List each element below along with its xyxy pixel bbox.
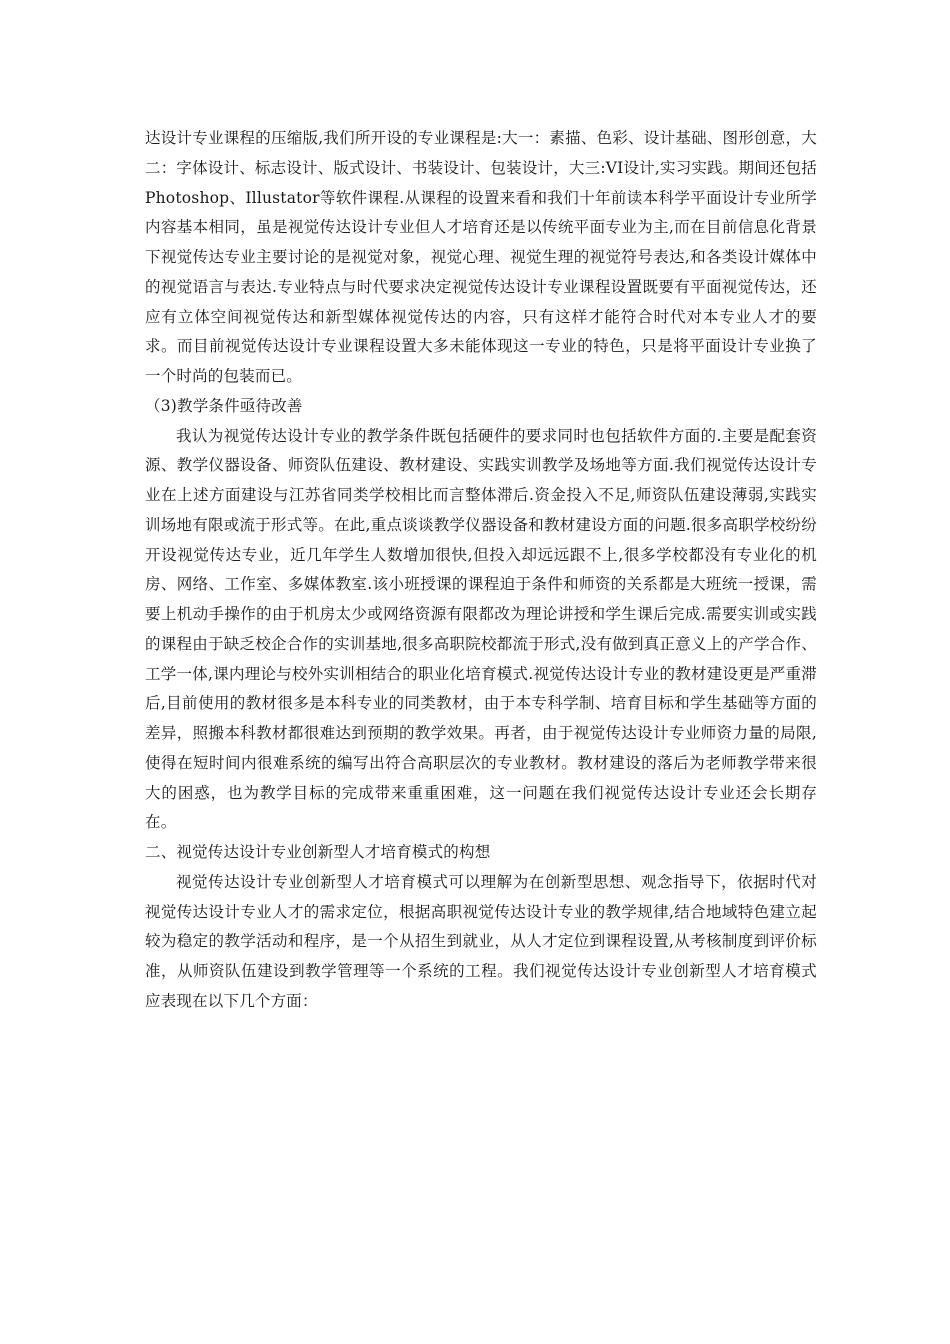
section-heading-innovation-model: 二、视觉传达设计专业创新型人才培育模式的构想 [145,843,491,861]
paragraph-innovation-model: 视觉传达设计专业创新型人才培育模式可以理解为在创新型思想、观念指导下，依据时代对视觉传达设计专业人才的需求定位，根据高职视觉传达设计专业的教学规律,结合地域特色建立起较为稳定的教学活动和程序，是一个从招生到就业，从人才定位到课程设置,从考核制度到评价标准，从师资队伍建设到教学管理等一个系统的工程。我们视觉传达设计专业创新型人才培育模式应表现在以下几个方面： [145,872,817,1010]
paragraph-course-setting: 达设计专业课程的压缩版,我们所开设的专业课程是:大一：素描、色彩、设计基础、图形创意，大二：字体设计、标志设计、版式设计、书装设计、包装设计，大三:VI设计,实习实践。期间还包括Photoshop、Illustator等软件课程.从课程的设置来看和我们十年前读本科学平面设计专业所学内容基本相同，虽是视觉传达设计专业但人才培育还是以传统平面专业为主,而在目前信息化背景下视觉传达专业主要讨论的是视觉对象，视觉心理、视觉生理的视觉符号表达,和各类设计媒体中的视觉语言与表达.专业特点与时代要求决定视觉传达设计专业课程设置既要有平面视觉传达，还应有立体空间视觉传达和新型媒体视觉传达的内容，只有这样才能符合时代对本专业人才的要求。而目前视觉传达设计专业课程设置大多未能体现这一专业的特色，只是将平面设计专业换了一个时尚的包装而已。 [145,129,817,385]
section-heading-teaching-conditions: （3)教学条件亟待改善 [145,396,303,415]
document-body [145,124,817,1017]
paragraph-teaching-conditions: 我认为视觉传达设计专业的教学条件既包括硬件的要求同时也包括软件方面的.主要是配套资源、教学仪器设备、师资队伍建设、教材建设、实践实训教学及场地等方面.我们视觉传达设计专业在上述方面建设与江苏省同类学校相比而言整体滞后.资金投入不足,师资队伍建设薄弱,实践实训场地有限或流于形式等。在此,重点谈谈教学仪器设备和教材建设方面的问题.很多高职学校纷纷开设视觉传达专业，近几年学生人数增加很快,但投入却远远跟不上,很多学校都没有专业化的机房、网络、工作室、多媒体教室.该小班授课的课程迫于条件和师资的关系都是大班统一授课，需要上机动手操作的由于机房太少或网络资源有限都改为理论讲授和学生课后完成.需要实训或实践的课程由于缺乏校企合作的实训基地,很多高职院校都流于形式,没有做到真正意义上的产学合作、工学一体,课内理论与校外实训相结合的职业化培育模式.视觉传达设计专业的教材建设更是严重滞后,目前使用的教材很多是本科专业的同类教材，由于本专科学制、培育目标和学生基础等方面的差异，照搬本科教材都很难达到预期的教学效果。再者，由于视觉传达设计专业师资力量的局限,使得在短时间内很难系统的编写出符合高职层次的专业教材。教材建设的落后为老师教学带来很大的困惑，也为教学目标的完成带来重重困难，这一问题在我们视觉传达设计专业还会长期存在。 [145,426,817,832]
